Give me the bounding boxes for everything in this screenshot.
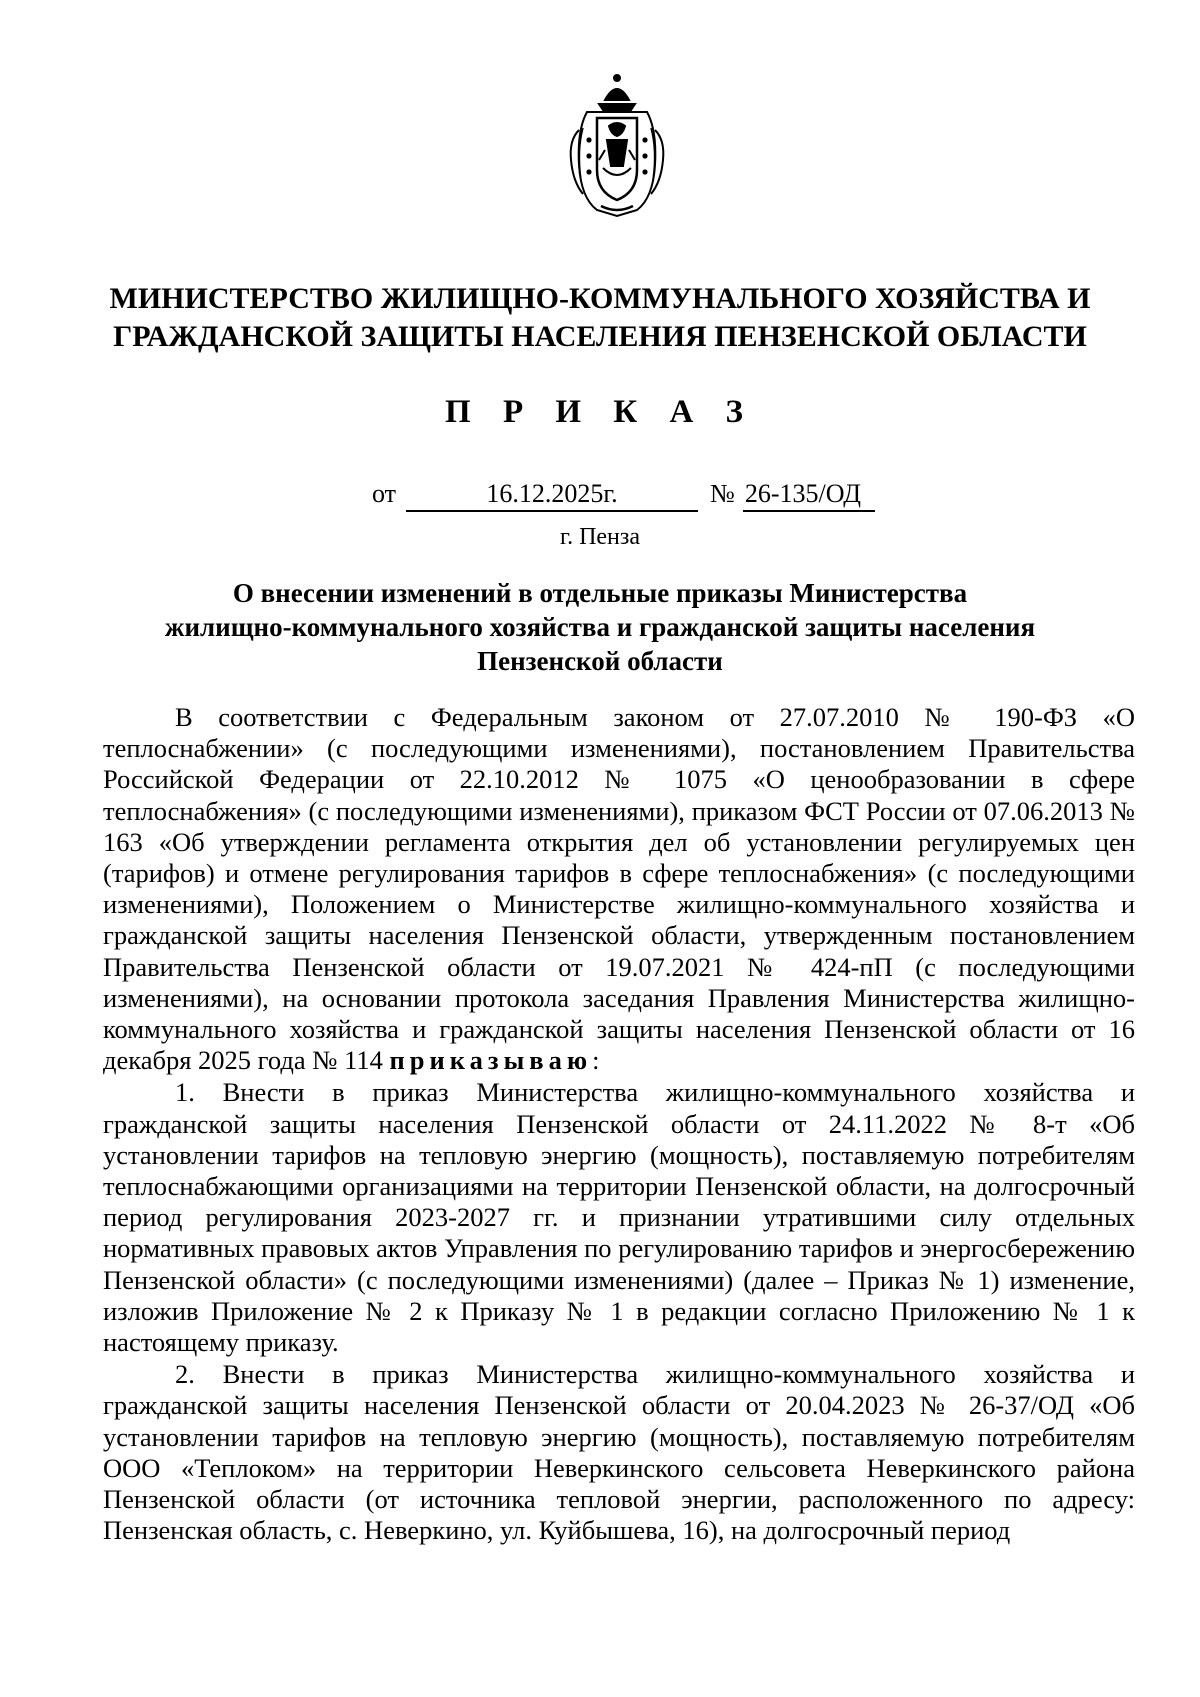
ministry-name-line2: ГРАЖДАНСКОЙ ЗАЩИТЫ НАСЕЛЕНИЯ ПЕНЗЕНСКОЙ ОБЛАСТИ xyxy=(113,320,1087,353)
document-type-title: П Р И К А З xyxy=(445,394,755,430)
ministry-name xyxy=(60,280,1140,356)
order-body xyxy=(103,702,1135,1546)
date-number-line xyxy=(372,476,875,512)
order-colon: : xyxy=(592,1045,600,1076)
city: г. Пенза xyxy=(559,524,641,550)
ministry-name-line1: МИНИСТЕРСТВО ЖИЛИЩНО-КОММУНАЛЬНОГО ХОЗЯЙСТВА И xyxy=(109,282,1091,315)
subject-line2: жилищно-коммунального хозяйства и гражданской защиты населения xyxy=(164,612,1036,642)
date-label: от xyxy=(372,479,397,508)
subject-line1: О внесении изменений в отдельные приказы Министерства xyxy=(232,578,968,608)
item-2-paragraph: 2. Внести в приказ Министерства жилищно-коммунального хозяйства и гражданской защиты населения Пензенской области от 20.04.2023 № 26-37/ОД «Об установлении тарифов на тепловую энергию (мощность), поставляемую потребителям ООО «Теплоком» на территории Неверкинского сельсовета Неверкинского района Пензенской области (от источника тепловой энергии, расположенного по адресу: Пензенская область, с. Неверкино, ул. Куйбышева, 16), на долгосрочный период xyxy=(103,1359,1135,1546)
subject-line3: Пензенской области xyxy=(477,646,723,676)
order-subject xyxy=(160,576,1040,678)
preamble-paragraph xyxy=(103,702,1135,1076)
number-value: 26-135/ОД xyxy=(743,478,875,512)
coat-of-arms-icon xyxy=(557,70,677,220)
preamble-text: В соответствии с Федеральным законом от 27.07.2010 № 190-ФЗ «О теплоснабжении» (с последующими изменениями), постановлением Правительства Российской Федерации от 22.10.2012 № 1075 «О ценообразовании в сфере теплоснабжения» (с последующими изменениями), приказом ФСТ России от 07.06.2013 № 163 «Об утверждении регламента открытия дел об установлении регулируемых цен (тарифов) и отмене регулирования тарифов в сфере теплоснабжения» (с последующими изменениями), Положением о Министерстве жилищно-коммунального хозяйства и гражданской защиты населения Пензенской области, утвержденным постановлением Правительства Пензенской области от 19.07.2021 № 424-пП (с последующими изменениями), на основании протокола заседания Правления Министерства жилищно-коммунального хозяйства и гражданской защиты населения Пензенской области от 16 декабря 2025 года № 114 xyxy=(103,702,1135,1076)
number-label: № xyxy=(710,479,735,508)
order-word: приказываю xyxy=(389,1045,593,1076)
date-value: 16.12.2025г. xyxy=(406,478,698,512)
item-1-paragraph: 1. Внести в приказ Министерства жилищно-коммунального хозяйства и гражданской защиты населения Пензенской области от 24.11.2022 № 8-т «Об установлении тарифов на тепловую энергию (мощность), поставляемую потребителям теплоснабжающими организациями на территории Пензенской области, на долгосрочный период регулирования 2023-2027 гг. и признании утратившими силу отдельных нормативных правовых актов Управления по регулированию тарифов и энергосбережению Пензенской области» (с последующими изменениями) (далее – Приказ № 1) изменение, изложив Приложение № 2 к Приказу № 1 в редакции согласно Приложению № 1 к настоящему приказу. xyxy=(103,1077,1135,1358)
